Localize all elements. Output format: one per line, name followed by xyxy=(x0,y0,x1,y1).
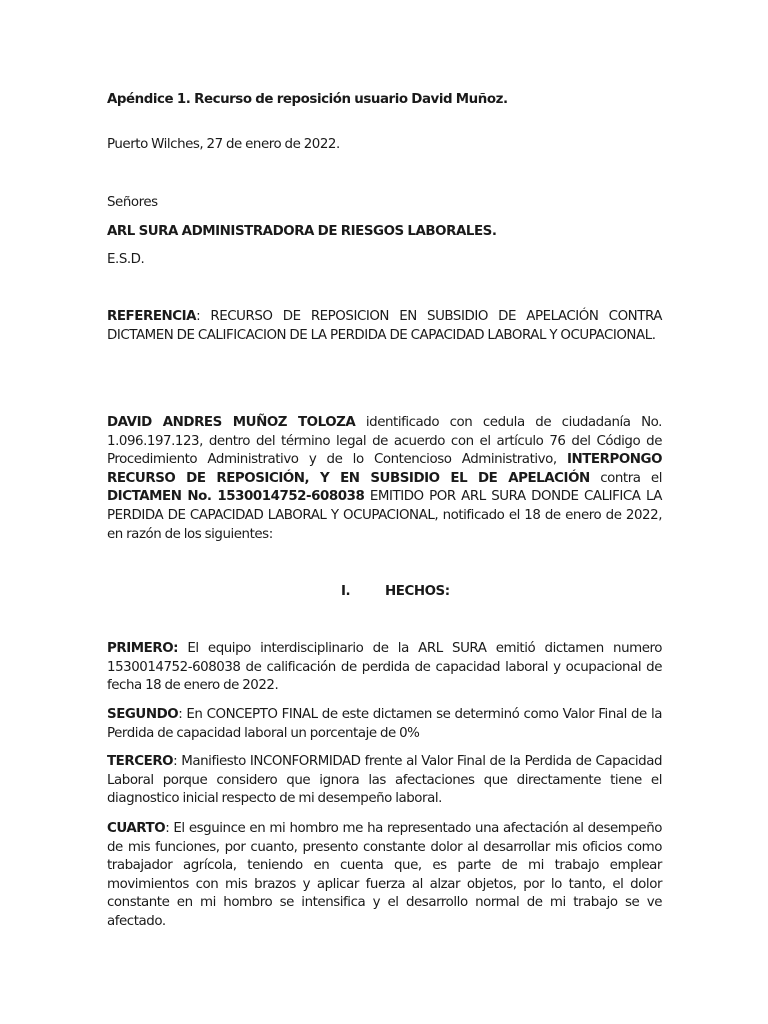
fact-tercero: TERCERO: Manifiesto INCONFORMIDAD frente al Valor Final de la Perdida de Capacidad Laboral porque considero que ignora las afectaciones que directamente tiene el diagnostico inicial respecto de mi desempeño laboral. xyxy=(107,754,662,807)
section-heading xyxy=(341,583,450,602)
place-date: Puerto Wilches, 27 de enero de 2022. xyxy=(107,137,340,152)
reference-label: REFERENCIA xyxy=(107,309,197,324)
fact-cuarto: CUARTO: El esguince en mi hombro me ha representado una afectación al desempeño de mis funciones, por cuanto, presento constante dolor al desarrollar mis oficios como trabajador agrícola, teniendo en cuenta que, es parte de mi trabajo emplear movimientos con mis brazos y aplicar fuerza al alzar objetos, por lo tanto, el dolor constante en mi hombro se intensifica y el desarrollo normal de mi trabajo se ve afectado. xyxy=(107,821,662,929)
intro-paragraph: DAVID ANDRES MUÑOZ TOLOZA identificado con cedula de ciudadanía No. 1.096.197.123, dentro del término legal de acuerdo con el artículo 76 del Código de Procedimiento Administrativo y de lo Contencioso Administrativo, INTERPONGO RECURSO DE REPOSICIÓN, Y EN SUBSIDIO EL DE APELACIÓN contra el DICTAMEN No. 1530014752-608038 EMITIDO POR ARL SURA DONDE CALIFICA LA PERDIDA DE CAPACIDAD LABORAL Y OCUPACIONAL, notificado el 18 de enero de 2022, en razón de los siguientes: xyxy=(107,415,663,542)
fact-segundo: SEGUNDO: En CONCEPTO FINAL de este dictamen se determinó como Valor Final de la Perdida de capacidad laboral un porcentaje de 0% xyxy=(107,707,662,741)
esd-line: E.S.D. xyxy=(107,252,145,267)
document-title: Apéndice 1. Recurso de reposición usuario David Muñoz. xyxy=(107,92,508,107)
dictamen-number: DICTAMEN No. 1530014752-608038 xyxy=(107,489,365,505)
recipient: ARL SURA ADMINISTRADORA DE RIESGOS LABORALES. xyxy=(107,224,497,239)
fact-primero: PRIMERO: El equipo interdisciplinario de la ARL SURA emitió dictamen numero 1530014752-608038 de calificación de perdida de capacidad laboral y ocupacional de fecha 18 de enero de 2022. xyxy=(107,641,662,694)
petitioner-name: DAVID ANDRES MUÑOZ TOLOZA xyxy=(107,415,356,430)
reference-paragraph: REFERENCIA: RECURSO DE REPOSICION EN SUBSIDIO DE APELACIÓN CONTRA DICTAMEN DE CALIFICACION DE LA PERDIDA DE CAPACIDAD LABORAL Y OCUPACIONAL. xyxy=(107,309,662,343)
section-title: HECHOS: xyxy=(385,584,450,599)
salutation: Señores xyxy=(107,195,158,210)
section-number: I. xyxy=(341,584,351,599)
